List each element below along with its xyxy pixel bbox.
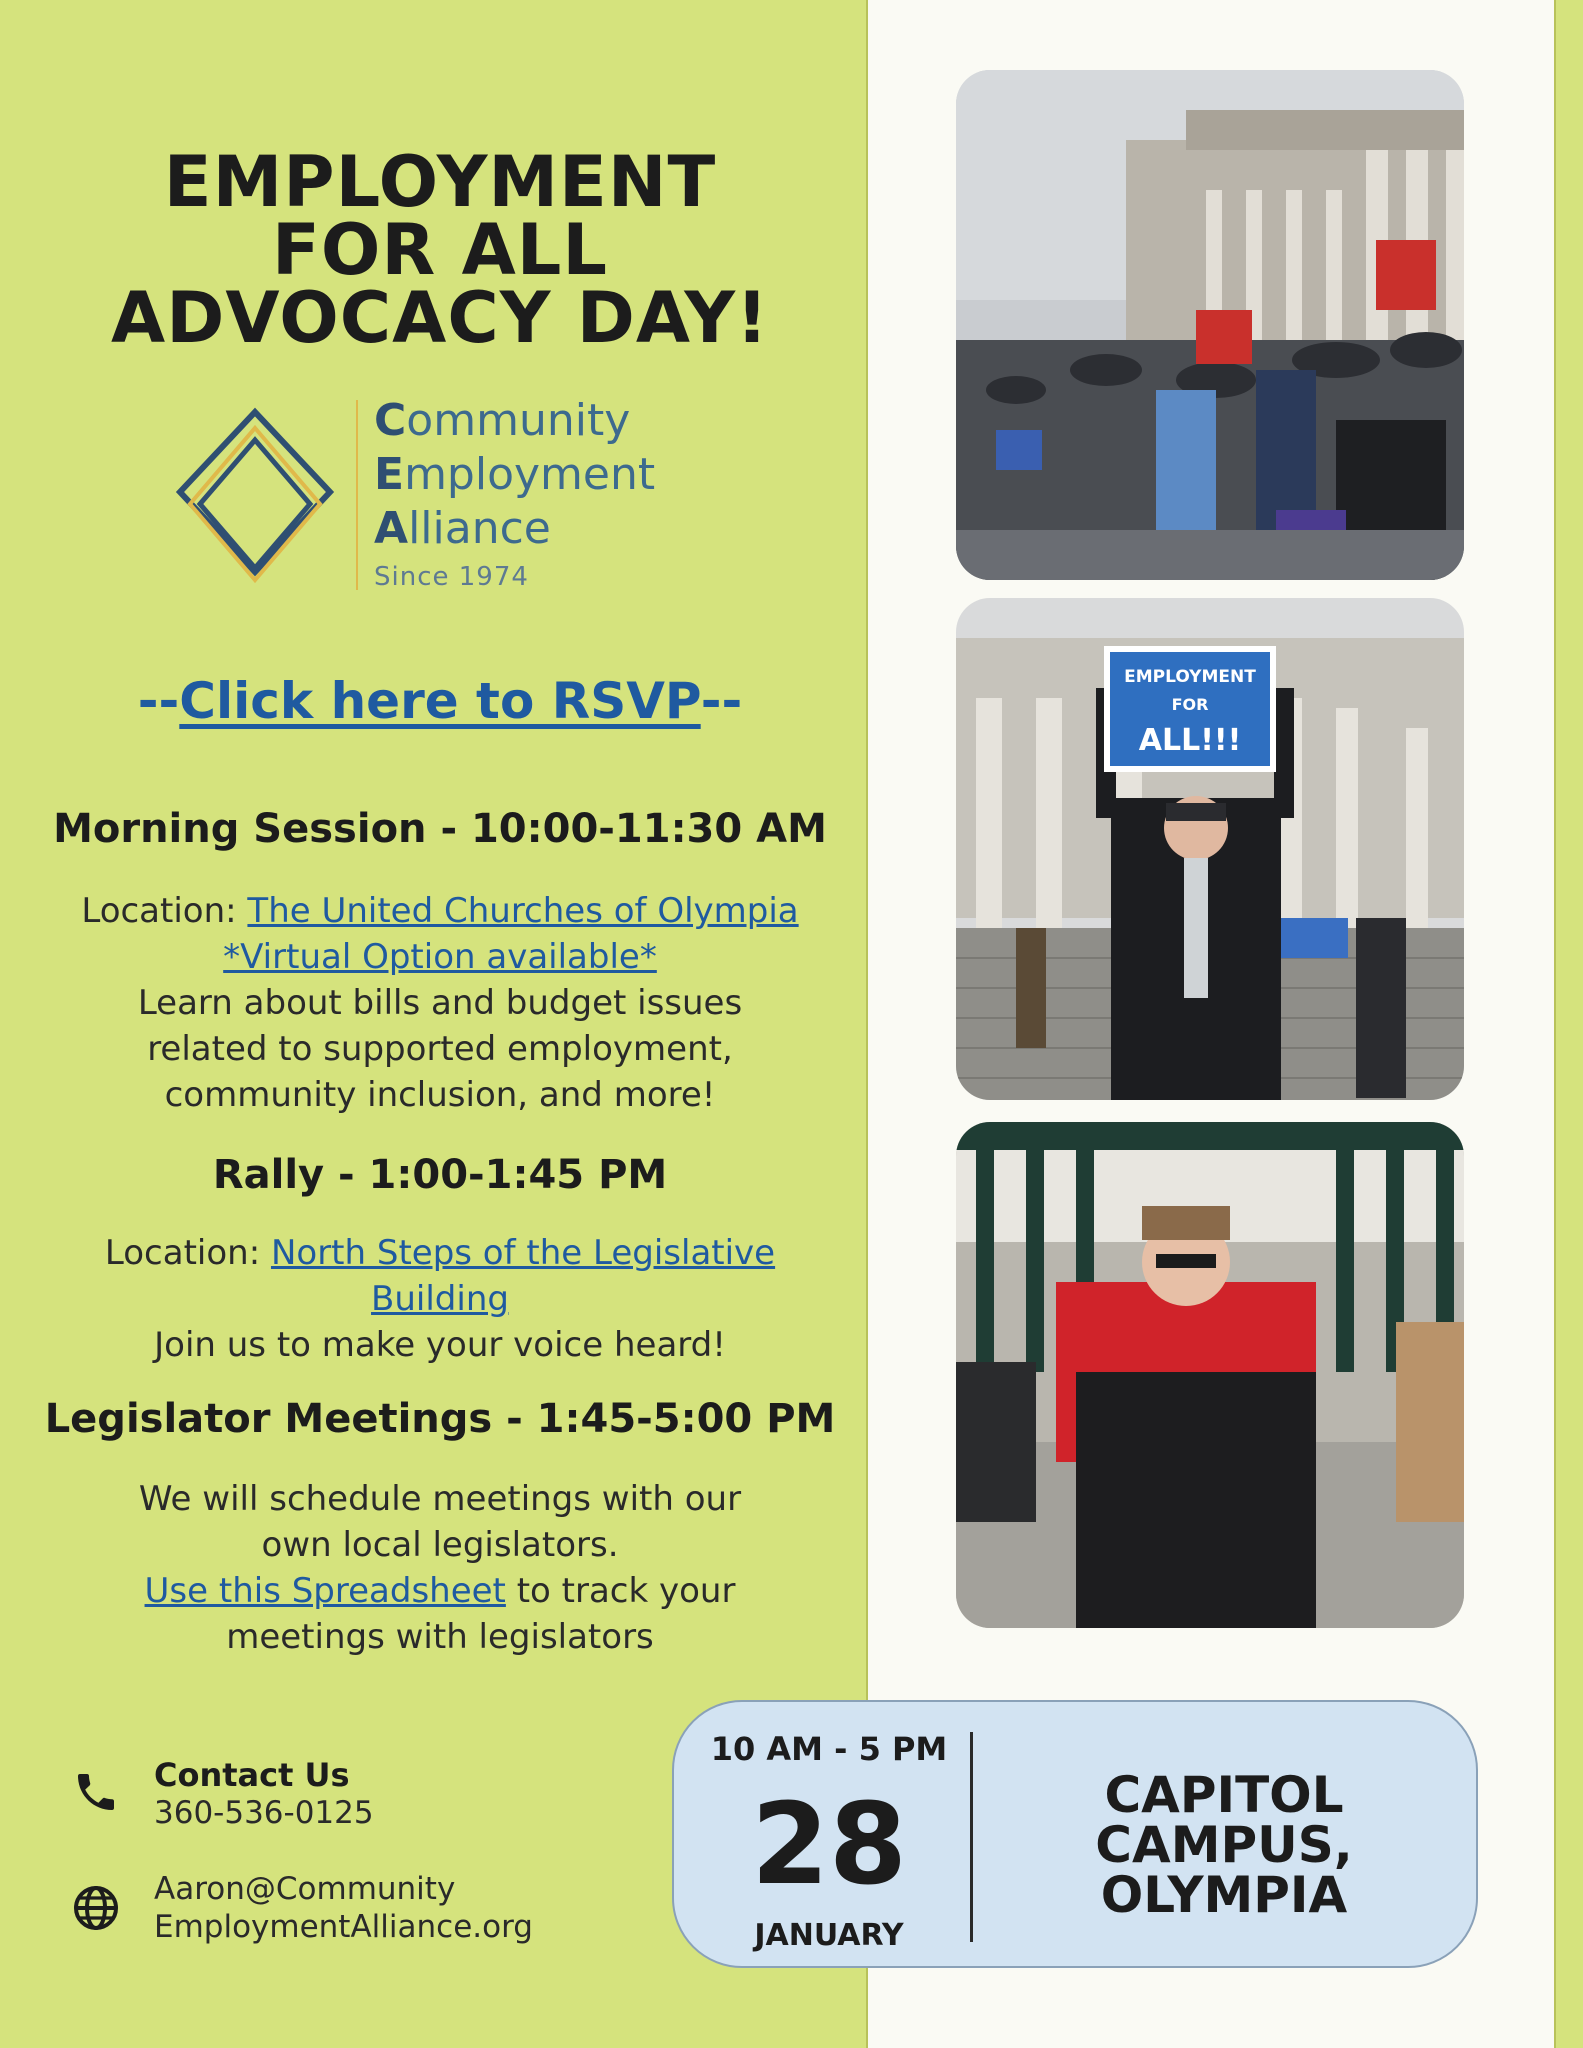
photo-rally-crowd <box>956 70 1464 580</box>
date-divider <box>970 1732 973 1942</box>
phone-icon <box>72 1768 120 1816</box>
photo-podium-speaker <box>956 1122 1464 1628</box>
event-time: 10 AM - 5 PM <box>710 1730 948 1768</box>
title-line-2: FOR ALL <box>272 209 608 291</box>
globe-icon <box>72 1884 120 1932</box>
rsvp-line: --Click here to RSVP-- <box>137 672 743 730</box>
event-place: CAPITOL CAMPUS, OLYMPIA <box>1095 1766 1353 1924</box>
photo-sign-holder <box>956 598 1464 1100</box>
rsvp-link[interactable]: Click here to RSVP <box>179 672 701 730</box>
contact-email-block: Aaron@Community EmploymentAlliance.org <box>154 1871 533 1945</box>
rally-location-link-cont[interactable]: Building <box>371 1279 509 1319</box>
virtual-option-link[interactable]: *Virtual Option available* <box>223 937 657 977</box>
phone-number: 360-536-0125 <box>154 1795 374 1831</box>
rally-body: Location: North Steps of the Legislative Building Join us to make your voice heard! <box>104 1233 776 1365</box>
logo-since: Since 1974 <box>374 562 529 592</box>
diamond-logo-icon <box>170 400 340 590</box>
sign-text-line1: EMPLOYMENT <box>1124 667 1256 687</box>
contact-phone-block: Contact Us 360-536-0125 <box>154 1756 374 1831</box>
title-line-3: ADVOCACY DAY! <box>111 277 769 359</box>
rally-heading: Rally - 1:00-1:45 PM <box>212 1152 668 1198</box>
logo-divider <box>356 400 358 590</box>
legislator-meetings-heading: Legislator Meetings - 1:45-5:00 PM <box>44 1396 836 1442</box>
organization-logo <box>170 395 730 600</box>
logo-wordmark: Community Employment Alliance <box>374 395 656 554</box>
spreadsheet-link[interactable]: Use this Spreadsheet <box>144 1571 506 1611</box>
event-day: 28 <box>751 1780 907 1910</box>
sign-text-line3: ALL!!! <box>1138 723 1242 758</box>
event-month: JANUARY <box>754 1918 904 1953</box>
morning-location-link[interactable]: The United Churches of Olympia <box>247 891 799 931</box>
morning-session-body: Location: The United Churches of Olympia *Virtual Option available* Learn about bills and budget issues related to supported employment, community inclusion, and more! <box>81 891 799 1115</box>
title-line-1: EMPLOYMENT <box>163 141 717 223</box>
page-title <box>60 141 820 359</box>
rally-location-link[interactable]: North Steps of the Legislative <box>270 1233 776 1273</box>
legislator-meetings-body: We will schedule meetings with our own local legislators. Use this Spreadsheet to track your meetings with legislators <box>138 1479 742 1657</box>
event-date-box <box>672 1700 1478 1968</box>
morning-session-heading: Morning Session - 10:00-11:30 AM <box>53 806 827 852</box>
sign-text-line2: FOR <box>1171 695 1209 714</box>
